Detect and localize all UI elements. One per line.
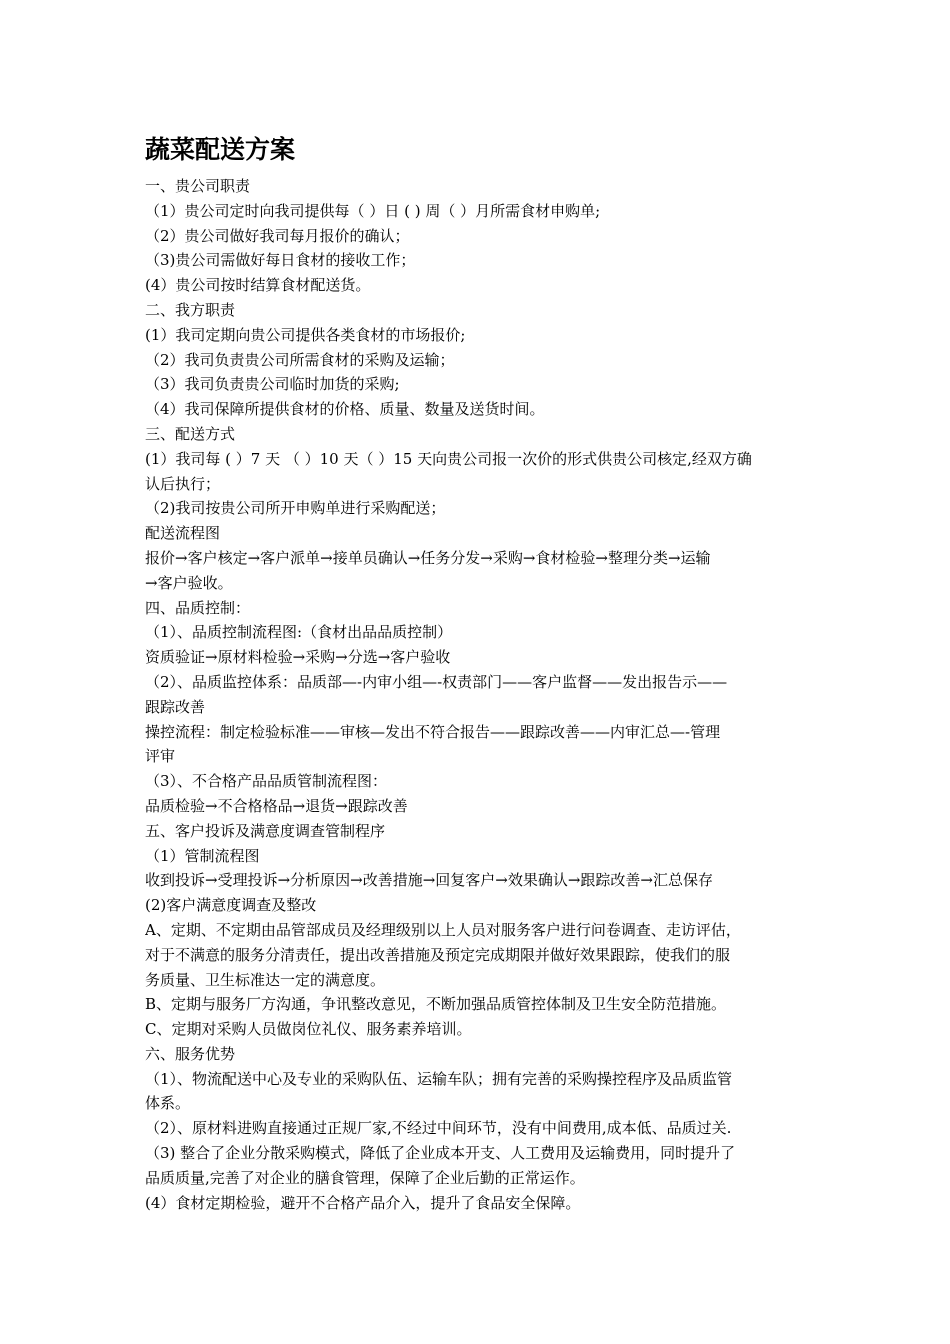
text-line: (1）我司每 ( ）7 天 （ ）10 天（ ）15 天向贵公司报一次价的形式供贵公司核定,经双方确 <box>145 449 752 468</box>
text-line: 操控流程：制定检验标准——审核—发出不符合报告——跟踪改善——内审汇总—-管理 <box>145 722 721 741</box>
text-line: 认后执行； <box>145 474 221 493</box>
flow-line: 报价→客户核定→客户派单→接单员确认→任务分发→采购→食材检验→整理分类→运输 <box>145 548 711 567</box>
text-line: 体系。 <box>145 1094 191 1113</box>
flow-line: 品质检验→不合格格品→退货→跟踪改善 <box>145 796 408 815</box>
document-body <box>145 174 820 1215</box>
text-line: （1）、物流配送中心及专业的采购队伍、运输车队；拥有完善的采购操控程序及品质监管 <box>145 1069 733 1088</box>
text-line: C、定期对采购人员做岗位礼仪、服务素养培训。 <box>145 1020 472 1039</box>
text-line: （3）、不合格产品品质管制流程图： <box>145 772 388 791</box>
text-line: （4）我司保障所提供食材的价格、质量、数量及送货时间。 <box>145 400 545 419</box>
text-line: （3)贵公司需做好每日食材的接收工作； <box>145 251 416 270</box>
subheading-flowchart: 配送流程图 <box>145 524 221 543</box>
text-line: A、定期、不定期由品管部成员及经理级别以上人员对服务客户进行问卷调查、走访评估， <box>145 920 741 939</box>
text-line: (4）食材定期检验，避开不合格产品介入，提升了食品安全保障。 <box>145 1193 581 1212</box>
section-heading-2: 二、我方职责 <box>145 300 236 319</box>
text-line: 务质量、卫生标准达一定的满意度。 <box>145 970 386 989</box>
section-heading-6: 六、服务优势 <box>145 1044 236 1063</box>
flow-line: 收到投诉→受理投诉→分析原因→改善措施→回复客户→效果确认→跟踪改善→汇总保存 <box>145 871 713 890</box>
text-line: (2)客户满意度调查及整改 <box>145 896 317 915</box>
text-line: 评审 <box>145 747 176 766</box>
text-line: （2）贵公司做好我司每月报价的确认； <box>145 226 410 245</box>
text-line: （2）、品质监控体系：品质部—-内审小组—-权责部门——客户监督——发出报告示—— <box>145 672 728 691</box>
document-title: 蔬菜配送方案 <box>145 135 296 164</box>
section-heading-5: 五、客户投诉及满意度调查管制程序 <box>145 821 386 840</box>
flow-line: 资质验证→原材料检验→采购→分选→客户验收 <box>145 648 451 667</box>
text-line: （2）我司负责贵公司所需食材的采购及运输； <box>145 350 455 369</box>
flow-line: →客户验收。 <box>145 573 233 592</box>
text-line: （1）、品质控制流程图:（食材出品品质控制） <box>145 623 453 642</box>
text-line: （2）、原材料进购直接通过正规厂家,不经过中间环节，没有中间费用,成本低、品质过关. <box>145 1119 732 1138</box>
text-line: （1）管制流程图 <box>145 846 260 865</box>
text-line: 品质质量,完善了对企业的膳食管理，保障了企业后勤的正常运作。 <box>145 1168 585 1187</box>
section-heading-3: 三、配送方式 <box>145 424 236 443</box>
text-line: （1）贵公司定时向我司提供每（ ）日 ( ) 周（ ）月所需食材申购单; <box>145 201 601 220</box>
text-line: 跟踪改善 <box>145 697 206 716</box>
text-line: （3) 整合了企业分散采购模式，降低了企业成本开支、人工费用及运输费用，同时提升了 <box>145 1144 736 1163</box>
text-line: (1）我司定期向贵公司提供各类食材的市场报价; <box>145 325 466 344</box>
section-heading-4: 四、品质控制： <box>145 598 251 617</box>
section-heading-1: 一、贵公司职责 <box>145 177 251 195</box>
text-line: （2)我司按贵公司所开申购单进行采购配送； <box>145 499 446 518</box>
text-line: (4）贵公司按时结算食材配送货。 <box>145 276 371 295</box>
text-line: 对于不满意的服务分清责任，提出改善措施及预定完成期限并做好效果跟踪，使我们的服 <box>145 945 731 964</box>
text-line: B、定期与服务厂方沟通，争讯整改意见，不断加强品质管控体制及卫生安全防范措施。 <box>145 995 727 1014</box>
text-line: （3）我司负责贵公司临时加货的采购; <box>145 375 400 394</box>
